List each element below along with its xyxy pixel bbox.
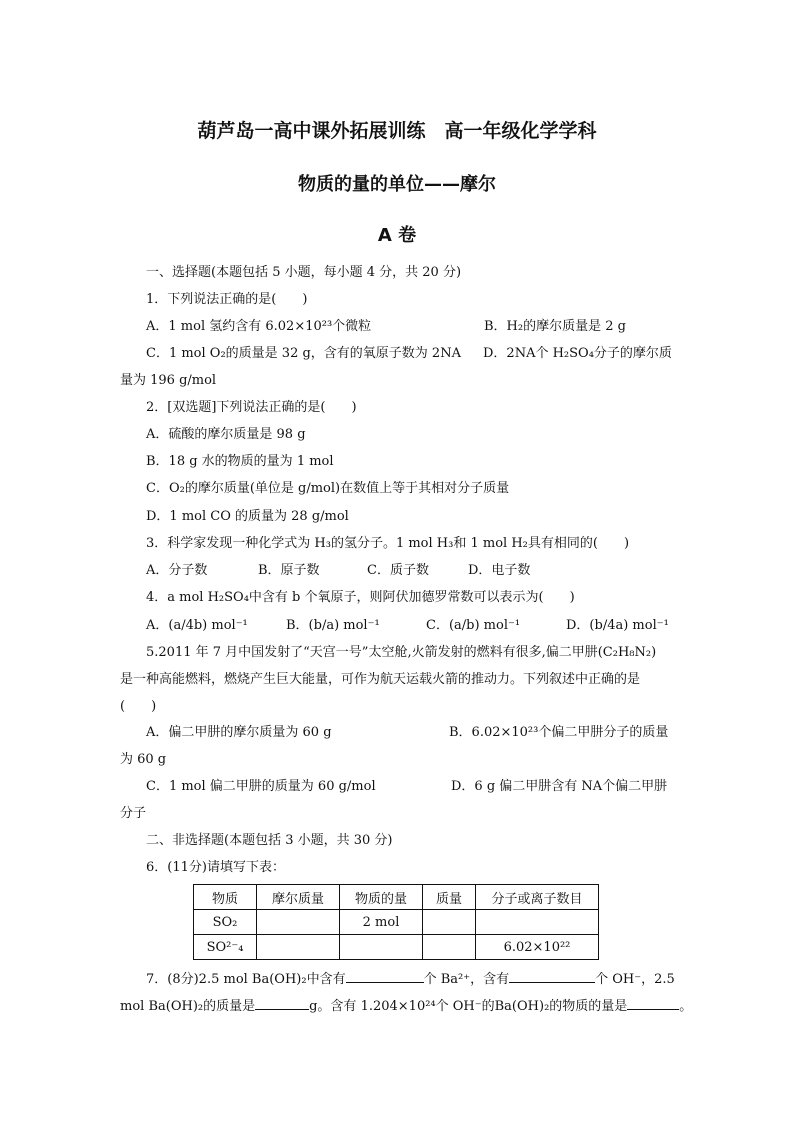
q3-option-d: D．电子数 [468,563,531,578]
q2-option-b: B．18 g 水的物质的量为 1 mol [146,454,334,469]
q1-option-d-cont: 量为 196 g/mol [120,373,217,388]
q4-option-c: C．(a/b) mol⁻¹ [426,618,521,633]
q4-stem: 4．a mol H₂SO₄中含有 b 个氧原子，则阿伏加德罗常数可以表示为( ) [146,590,575,605]
answer-blank[interactable] [255,996,309,1010]
answer-blank[interactable] [627,996,679,1010]
table-header-cell: 质量 [423,885,476,910]
q7-text-6: 。 [679,999,693,1014]
answer-blank[interactable] [346,969,424,983]
q2-option-c: C．O₂的摩尔质量(单位是 g/mol)在数值上等于其相对分子质量 [146,481,510,496]
q4-option-b: B．(b/a) mol⁻¹ [286,618,380,633]
q6-table [193,884,599,960]
table-row [194,935,599,960]
table-row [194,910,599,935]
q2-option-d: D．1 mol CO 的质量为 28 g/mol [146,509,349,524]
q7-line2 [120,996,692,1016]
table-cell: SO₂ [194,910,257,935]
table-cell: 6.02×10²² [476,935,599,960]
q7-text-1: 7．(8分)2.5 mol Ba(OH)₂中含有 [146,972,346,987]
table-cell[interactable] [423,910,476,935]
table-header-cell: 摩尔质量 [257,885,340,910]
q1-option-b: B．H₂的摩尔质量是 2 g [484,319,626,334]
q5-stem-line3: ( ) [120,699,157,714]
school-title: 葫芦岛一高中课外拓展训练 高一年级化学学科 [197,120,597,142]
q3-option-c: C．质子数 [367,563,429,578]
table-header-cell: 物质 [194,885,257,910]
table-header-row [194,885,599,910]
answer-blank[interactable] [509,969,595,983]
q6-stem: 6．(11分)请填写下表： [146,860,285,875]
q5-option-d: D．6 g 偏二甲肼含有 NA个偏二甲肼 [451,779,668,794]
q5-stem-line2: 是一种高能燃料，燃烧产生巨大能量，可作为航天运载火箭的推动力。下列叙述中正确的是 [120,672,641,687]
q1-option-d: D．2NA个 H₂SO₄分子的摩尔质 [483,346,672,361]
q3-option-b: B．原子数 [258,563,320,578]
table-cell[interactable] [257,910,340,935]
table-cell[interactable] [476,910,599,935]
q3-stem: 3．科学家发现一种化学式为 H₃的氢分子。1 mol H₃和 1 mol H₂具有相同的( ) [146,536,630,551]
volume-label: A 卷 [377,225,417,246]
table-cell[interactable] [423,935,476,960]
q5-stem-line1: 5.2011 年 7 月中国发射了“天宫一号”太空舱,火箭发射的燃料有很多,偏二甲肼(C₂H₈N₂) [146,645,657,660]
lesson-title: 物质的量的单位——摩尔 [298,174,496,195]
q4-option-d: D．(b/4a) mol⁻¹ [566,618,669,633]
q5-option-a: A．偏二甲肼的摩尔质量为 60 g [146,725,332,740]
q5-option-c: C．1 mol 偏二甲肼的质量为 60 g/mol [146,779,376,794]
table-cell[interactable] [257,935,340,960]
table-cell[interactable] [340,935,423,960]
q7-text-2: 个 Ba²⁺，含有 [423,972,510,987]
q1-option-a: A．1 mol 氢约含有 6.02×10²³个微粒 [146,319,372,334]
section1-heading: 一、选择题(本题包括 5 小题，每小题 4 分，共 20 分) [146,265,462,280]
section2-heading: 二、非选择题(本题包括 3 小题，共 30 分) [146,833,393,848]
q2-stem: 2．[双选题]下列说法正确的是( ) [146,400,357,415]
q7-text-4: mol Ba(OH)₂的质量是 [120,999,256,1014]
q3-option-a: A．分子数 [146,563,208,578]
table-header-cell: 物质的量 [340,885,423,910]
q5-option-b: B．6.02×10²³个偏二甲肼分子的质量 [449,725,669,740]
table-cell: 2 mol [340,910,423,935]
table-cell: SO²⁻₄ [194,935,257,960]
q5-option-b-cont: 为 60 g [120,752,167,767]
q4-option-a: A．(a/4b) mol⁻¹ [146,618,248,633]
q7-text-5: g。含有 1.204×10²⁴个 OH⁻的Ba(OH)₂的物质的量是 [309,999,628,1014]
q7-line1 [146,969,675,989]
q2-option-a: A．硫酸的摩尔质量是 98 g [146,427,306,442]
q1-stem: 1．下列说法正确的是( ) [146,292,308,307]
q1-option-c: C．1 mol O₂的质量是 32 g，含有的氧原子数为 2NA [146,346,461,361]
q7-text-3: 个 OH⁻，2.5 [595,972,675,987]
table-header-cell: 分子或离子数目 [476,885,599,910]
q5-option-d-cont: 分子 [120,806,147,821]
